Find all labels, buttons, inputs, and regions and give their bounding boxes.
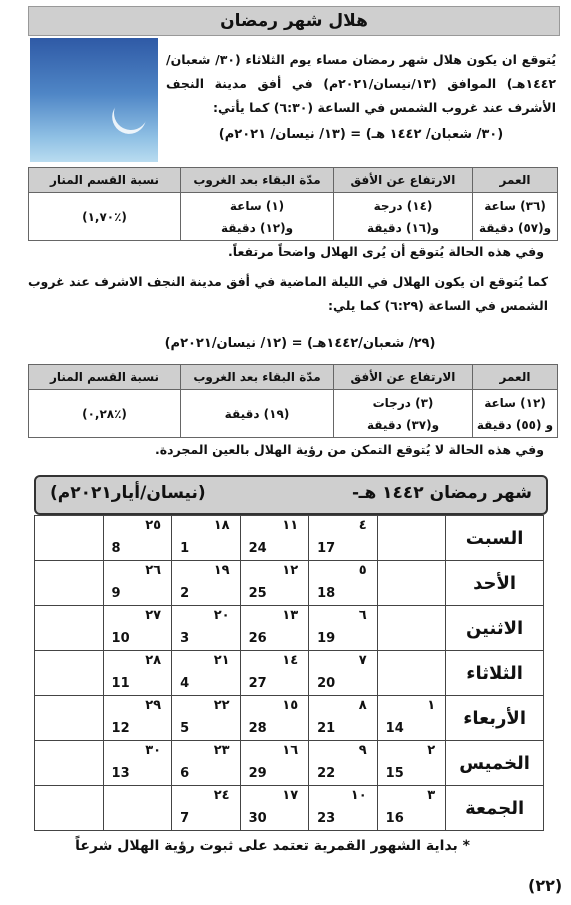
calendar-cell [172, 651, 241, 696]
calendar-cell [103, 516, 172, 561]
gregorian-date: 1 [180, 541, 190, 556]
hijri-date: ٢٣ [213, 743, 230, 758]
second-paragraph: كما يُتوقع ان يكون الهلال في الليلة الماضية في أفق مدينة النجف الاشرف عند غروب الشمس في الساعة (٦:٢٩) كما يلي: [28, 274, 548, 313]
calendar-cell [309, 516, 378, 561]
gregorian-date: 8 [111, 541, 121, 556]
calendar-cell [309, 696, 378, 741]
gregorian-date: 23 [317, 811, 336, 826]
hijri-date: ٣٠ [145, 743, 162, 758]
hijri-date: ٢٧ [145, 608, 162, 623]
calendar-cell [240, 516, 309, 561]
calendar-cell [377, 741, 446, 786]
hijri-date: ٢ [427, 743, 436, 758]
date-equation-2: (٢٩/ شعبان/١٤٤٢هـ) = (١٢/ نيسان/٢٠٢١م) [164, 336, 436, 351]
gregorian-date: 4 [180, 676, 190, 691]
hijri-date: ٢٤ [213, 788, 230, 803]
calendar-cell [240, 696, 309, 741]
calendar-cell [377, 786, 446, 831]
calendar-cell [240, 606, 309, 651]
header-duration: مدّة البقاء بعد الغروب [181, 365, 334, 390]
hijri-date: ٨ [358, 698, 367, 713]
header-altitude: الارتفاع عن الأفق [334, 168, 473, 193]
calendar-cell [309, 561, 378, 606]
gregorian-date: 25 [248, 586, 267, 601]
calendar-cell [172, 741, 241, 786]
calendar-day-name: الأربعاء [446, 696, 544, 741]
hijri-date: ١٥ [282, 698, 299, 713]
moon-info-table-1 [28, 167, 558, 241]
hijri-date: ٣ [427, 788, 436, 803]
calendar-cell [377, 606, 446, 651]
header-duration: مدّة البقاء بعد الغروب [181, 168, 334, 193]
calendar-cell [240, 741, 309, 786]
gregorian-date: 22 [317, 766, 336, 781]
note-1: وفي هذه الحالة يُتوقع أن يُرى الهلال واضحاً مرتفعاً. [228, 244, 544, 259]
calendar-cell [309, 606, 378, 651]
calendar-title-dash: - [352, 483, 360, 503]
gregorian-date: 14 [385, 721, 404, 736]
gregorian-date: 10 [111, 631, 130, 646]
hijri-date: ٢٩ [145, 698, 162, 713]
hijri-date: ١٢ [282, 563, 299, 578]
calendar-row [35, 741, 544, 786]
page-number: (٢٢) [528, 876, 563, 895]
calendar-cell [103, 741, 172, 786]
calendar-header [34, 475, 548, 515]
gregorian-date: 29 [248, 766, 267, 781]
cell-illumination: (٪٠,٢٨) [29, 390, 181, 438]
cell-age: (٣٦) ساعة و(٥٧) دقيقة [473, 193, 558, 241]
header-age: العمر [473, 365, 558, 390]
calendar-cell [172, 696, 241, 741]
calendar-cell [35, 561, 104, 606]
gregorian-date: 5 [180, 721, 190, 736]
calendar-cell [103, 786, 172, 831]
gregorian-date: 3 [180, 631, 190, 646]
calendar-cell [35, 786, 104, 831]
hijri-date: ٢٠ [213, 608, 230, 623]
hijri-date: ١٨ [213, 518, 230, 533]
calendar-cell [377, 516, 446, 561]
gregorian-date: 27 [248, 676, 267, 691]
hijri-date: ١٦ [282, 743, 299, 758]
hijri-date: ٥ [358, 563, 367, 578]
crescent-icon [109, 91, 153, 135]
calendar-day-name: الخميس [446, 741, 544, 786]
gregorian-date: 18 [317, 586, 336, 601]
hijri-date: ١١ [282, 518, 299, 533]
hijri-date: ٢٨ [145, 653, 162, 668]
cell-illumination: (٪١,٧٠) [29, 193, 181, 241]
note-2: وفي هذه الحالة لا يُتوقع التمكن من رؤية الهلال بالعين المجردة. [155, 442, 544, 457]
hijri-date: ٢١ [213, 653, 230, 668]
cell-age: (١٢) ساعة و (٥٥) دقيقة [473, 390, 558, 438]
calendar-cell [172, 516, 241, 561]
cell-altitude: (١٤) درجة و(١٦) دقيقة [334, 193, 473, 241]
moon-info-table-2 [28, 364, 558, 438]
gregorian-date: 7 [180, 811, 190, 826]
hijri-date: ٦ [358, 608, 367, 623]
header-altitude: الارتفاع عن الأفق [334, 365, 473, 390]
hijri-date: ١٠ [350, 788, 367, 803]
calendar-cell [240, 786, 309, 831]
calendar-cell [103, 606, 172, 651]
hijri-date: ١ [427, 698, 436, 713]
calendar-cell [35, 516, 104, 561]
calendar-gregorian-title: (نيسان/أيار٢٠٢١م) [50, 483, 206, 503]
date-equation-1: (٣٠/ شعبان/ ١٤٤٢ هـ) = (١٣/ نيسان/ ٢٠٢١م) [218, 127, 504, 142]
gregorian-date: 9 [111, 586, 121, 601]
gregorian-date: 28 [248, 721, 267, 736]
cell-duration: (١) ساعة و(١٢) دقيقة [181, 193, 334, 241]
gregorian-date: 12 [111, 721, 130, 736]
calendar-day-name: الاثنين [446, 606, 544, 651]
header-illumination: نسبة القسم المنار [29, 168, 181, 193]
header-illumination: نسبة القسم المنار [29, 365, 181, 390]
gregorian-date: 15 [385, 766, 404, 781]
calendar-day-name: الثلاثاء [446, 651, 544, 696]
gregorian-date: 26 [248, 631, 267, 646]
gregorian-date: 21 [317, 721, 336, 736]
hijri-date: ١٧ [282, 788, 299, 803]
hijri-date: ٢٦ [145, 563, 162, 578]
gregorian-date: 11 [111, 676, 130, 691]
calendar-row [35, 606, 544, 651]
calendar-row [35, 561, 544, 606]
calendar-cell [377, 561, 446, 606]
calendar-cell [309, 741, 378, 786]
calendar-cell [103, 696, 172, 741]
calendar-cell [309, 651, 378, 696]
calendar-cell [172, 786, 241, 831]
calendar-cell [377, 696, 446, 741]
calendar-cell [103, 561, 172, 606]
gregorian-date: 17 [317, 541, 336, 556]
hijri-date: ٧ [358, 653, 367, 668]
crescent-moon-image [30, 38, 158, 162]
calendar-cell [377, 651, 446, 696]
hijri-date: ٢٥ [145, 518, 162, 533]
calendar-row [35, 696, 544, 741]
calendar-cell [240, 651, 309, 696]
calendar-cell [172, 606, 241, 651]
gregorian-date: 2 [180, 586, 190, 601]
gregorian-date: 19 [317, 631, 336, 646]
intro-paragraph: يُتوقع ان يكون هلال شهر رمضان مساء يوم الثلاثاء (٣٠/ شعبان/١٤٤٢هـ) الموافق (١٣/نيسان/٢٠٢١م) في أفق مدينة النجف الأشرف عند غروب الشمس في الساعة (٦:٣٠) كما يأتي: [166, 52, 557, 115]
hijri-date: ٩ [358, 743, 367, 758]
calendar-day-name: السبت [446, 516, 544, 561]
calendar-cell [309, 786, 378, 831]
gregorian-date: 30 [248, 811, 267, 826]
calendar-row [35, 651, 544, 696]
calendar-day-name: الجمعة [446, 786, 544, 831]
hijri-date: ١٩ [213, 563, 230, 578]
calendar-cell [35, 741, 104, 786]
gregorian-date: 24 [248, 541, 267, 556]
calendar-row [35, 516, 544, 561]
calendar-cell [172, 561, 241, 606]
calendar-table [34, 515, 544, 831]
footnote: * بداية الشهور القمرية تعتمد على ثبوت رؤية الهلال شرعاً [75, 838, 470, 854]
gregorian-date: 20 [317, 676, 336, 691]
gregorian-date: 6 [180, 766, 190, 781]
page-title: هلال شهر رمضان [28, 6, 560, 36]
calendar-day-name: الأحد [446, 561, 544, 606]
calendar-row [35, 786, 544, 831]
gregorian-date: 13 [111, 766, 130, 781]
hijri-date: ٤ [358, 518, 367, 533]
calendar-month-title: شهر رمضان ١٤٤٢ هـ [358, 483, 532, 503]
gregorian-date: 16 [385, 811, 404, 826]
calendar-cell [35, 606, 104, 651]
calendar-cell [103, 651, 172, 696]
cell-altitude: (٣) درجات و(٣٧) دقيقة [334, 390, 473, 438]
hijri-date: ٢٢ [213, 698, 230, 713]
hijri-date: ١٤ [282, 653, 299, 668]
calendar-cell [35, 651, 104, 696]
hijri-date: ١٣ [282, 608, 299, 623]
calendar-cell [35, 696, 104, 741]
header-age: العمر [473, 168, 558, 193]
cell-duration: (١٩) دقيقة [181, 390, 334, 438]
calendar-cell [240, 561, 309, 606]
